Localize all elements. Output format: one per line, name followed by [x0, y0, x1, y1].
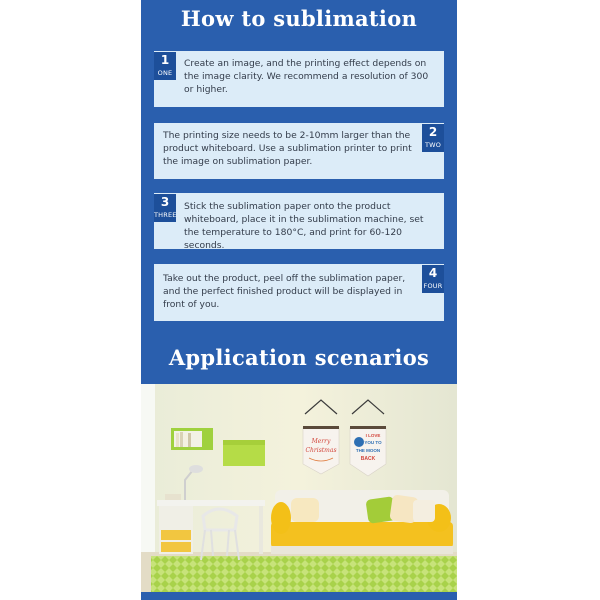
step-card-4	[154, 264, 444, 321]
step-word: THREE	[154, 211, 177, 219]
step-number: 1	[160, 53, 170, 67]
bolster-pillow	[271, 502, 291, 534]
step-word: FOUR	[423, 282, 443, 290]
step-badge-2	[422, 124, 444, 152]
instruction-panel	[141, 0, 457, 600]
pennant-right-text: BACK	[360, 456, 376, 462]
step-text: Take out the product, peel off the sublimation paper, and the perfect finished product will be displayed in front of you.	[163, 273, 406, 310]
step-card-1	[154, 51, 444, 107]
pennant-right-text: THE MOON	[355, 448, 381, 453]
rug	[151, 556, 457, 594]
desk	[157, 500, 265, 506]
step-text: Stick the sublimation paper onto the product whiteboard, place it in the sublimation machine, set the temperature to 180°C, and print for 60-120 seconds.	[184, 201, 424, 251]
step-badge-1	[154, 52, 176, 80]
step-card-3	[154, 193, 444, 249]
pennant-left-text: Merry	[311, 438, 331, 445]
pennant-right-text: YOU TO	[364, 440, 382, 445]
page-title: How to sublimation	[180, 6, 418, 31]
room-scene-image	[141, 384, 457, 594]
step-word: ONE	[157, 69, 173, 77]
step-number: 4	[428, 266, 438, 280]
desk-drawer	[161, 530, 191, 540]
step-number: 2	[428, 125, 438, 139]
step-card-2	[154, 123, 444, 179]
application-title: Application scenarios	[168, 345, 430, 370]
step-text: The printing size needs to be 2-10mm larger than the product whiteboard. Use a sublimation printer to print the image on sublimation paper.	[163, 130, 412, 167]
step-word: TWO	[424, 141, 442, 149]
pennant-left-text: Christmas	[305, 447, 337, 454]
step-badge-3	[154, 194, 176, 222]
bottom-strip	[141, 592, 457, 600]
sofa-seat	[271, 522, 453, 548]
step-text: Create an image, and the printing effect depends on the image clarity. We recommend a resolution of 300 or higher.	[184, 58, 429, 95]
step-number: 3	[160, 195, 170, 209]
moon-icon	[354, 437, 364, 447]
pennant-right-text: I LOVE	[365, 433, 381, 438]
step-badge-4	[422, 265, 444, 293]
pillow	[291, 498, 319, 522]
